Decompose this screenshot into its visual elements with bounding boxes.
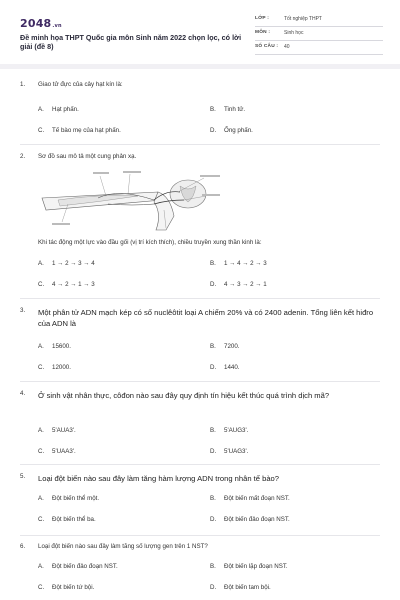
reflex-arc-diagram <box>38 170 223 232</box>
option-c[interactable] <box>38 448 76 455</box>
option-c[interactable] <box>38 364 71 371</box>
option-letter: D. <box>210 364 217 371</box>
option-a[interactable] <box>38 106 79 113</box>
option-d[interactable] <box>210 281 267 288</box>
option-text: Đột biến thể ba. <box>52 516 96 523</box>
option-text: 15600. <box>52 343 71 350</box>
question-divider <box>20 535 380 536</box>
meta-value: Sinh học <box>284 30 304 36</box>
question-text: Một phân tử ADN mạch kép có số nuclêôtit loại A chiếm 20% và có 2400 adenin. Tổng liên kết hiđro của ADN là <box>38 308 374 328</box>
option-text: Hạt phấn. <box>52 106 79 113</box>
option-text: Tinh tử. <box>224 106 246 113</box>
option-letter: A. <box>38 427 44 434</box>
option-letter: D. <box>210 448 217 455</box>
question-text: Loại đột biến nào sau đây làm tăng hàm lượng ADN trong nhân tế bào? <box>38 474 279 483</box>
question-number: 5. <box>20 473 26 480</box>
option-b[interactable] <box>210 260 267 267</box>
option-b[interactable] <box>210 106 245 113</box>
meta-value: 40 <box>284 44 290 50</box>
option-b[interactable] <box>210 427 248 434</box>
option-a[interactable] <box>38 343 71 350</box>
option-b[interactable] <box>210 563 288 570</box>
option-letter: B. <box>210 260 216 267</box>
question-number: 6. <box>20 543 26 550</box>
question-text: Loại đột biến nào sau đây làm tăng số lượng gen trên 1 NST? <box>38 543 208 550</box>
question-divider <box>20 298 380 299</box>
option-text: 1440. <box>224 364 240 371</box>
option-text: Tế bào mẹ của hạt phấn. <box>52 127 121 134</box>
question-2 <box>20 153 390 165</box>
option-text: 5'UAA3'. <box>52 448 76 455</box>
question-divider <box>20 464 380 465</box>
option-text: Đột biến tứ bội. <box>52 584 95 591</box>
caption-mark <box>200 175 220 177</box>
option-text: 7200. <box>224 343 240 350</box>
option-d[interactable] <box>210 127 253 134</box>
option-text: 5'AUG3'. <box>224 427 249 434</box>
option-d[interactable] <box>210 516 290 523</box>
option-text: Đột biến đảo đoạn NST. <box>52 563 118 570</box>
option-letter: A. <box>38 260 44 267</box>
question-4 <box>20 390 390 462</box>
option-letter: B. <box>210 563 216 570</box>
option-text: Đột biến đảo đoạn NST. <box>224 516 290 523</box>
option-text: 5'UAG3'. <box>224 448 249 455</box>
question-stem: Khi tác động một lực vào đầu gối (vị trí kích thích), chiều truyền xung thần kinh là: <box>38 239 262 246</box>
meta-label: SỐ CÂU : <box>255 44 279 49</box>
option-letter: C. <box>38 281 45 288</box>
option-text: 4 → 3 → 2 → 1 <box>224 281 267 288</box>
question-5 <box>20 473 390 533</box>
option-c[interactable] <box>38 127 121 134</box>
option-letter: A. <box>38 343 44 350</box>
option-letter: A. <box>38 495 44 502</box>
option-text: Đột biến lặp đoạn NST. <box>224 563 288 570</box>
option-text: 12000. <box>52 364 71 371</box>
annotation-line <box>100 176 106 196</box>
option-letter: C. <box>38 127 45 134</box>
option-letter: C. <box>38 516 45 523</box>
option-letter: C. <box>38 448 45 455</box>
question-3 <box>20 307 390 379</box>
option-text: 1 → 4 → 2 → 3 <box>224 260 267 267</box>
meta-label: LỚP : <box>255 16 270 21</box>
option-text: 1 → 2 → 3 → 4 <box>52 260 95 267</box>
question-divider <box>20 144 380 145</box>
question-number: 2. <box>20 153 26 160</box>
header <box>0 0 400 62</box>
option-d[interactable] <box>210 448 248 455</box>
annotation-line <box>128 174 130 194</box>
caption-mark <box>123 171 141 173</box>
option-a[interactable] <box>38 427 76 434</box>
question-number: 4. <box>20 390 26 397</box>
caption-mark <box>52 223 70 225</box>
question-text: Giao tử đực của cây hạt kín là: <box>38 81 123 88</box>
meta-label: MÔN : <box>255 30 271 35</box>
option-letter: B. <box>210 343 216 350</box>
option-letter: D. <box>210 127 217 134</box>
meta-value: Tốt nghiệp THPT <box>284 16 322 22</box>
option-a[interactable] <box>38 260 95 267</box>
meta-row-subject <box>255 27 383 41</box>
question-divider <box>20 381 380 382</box>
option-a[interactable] <box>38 563 118 570</box>
meta-row-count <box>255 41 383 55</box>
site-logo[interactable] <box>20 17 62 30</box>
option-letter: D. <box>210 281 217 288</box>
header-divider <box>0 64 400 69</box>
option-b[interactable] <box>210 495 290 502</box>
caption-mark <box>93 172 109 174</box>
option-text: 4 → 2 → 1 → 3 <box>52 281 95 288</box>
option-c[interactable] <box>38 584 94 591</box>
option-letter: B. <box>210 427 216 434</box>
caption-mark <box>202 194 220 196</box>
question-number: 3. <box>20 307 26 314</box>
option-text: Đột biến thể một. <box>52 495 100 502</box>
option-c[interactable] <box>38 516 96 523</box>
option-letter: D. <box>210 516 217 523</box>
logo-suffix: .vn <box>52 23 62 29</box>
logo-text: 2048 <box>20 17 52 30</box>
option-letter: B. <box>210 495 216 502</box>
option-letter: A. <box>38 563 44 570</box>
meta-panel <box>255 13 383 55</box>
option-d[interactable] <box>210 364 239 371</box>
option-a[interactable] <box>38 495 99 502</box>
question-text: Sơ đồ sau mô tả một cung phản xạ. <box>38 153 137 160</box>
option-letter: D. <box>210 584 217 591</box>
question-number: 1. <box>20 81 26 88</box>
option-letter: A. <box>38 106 44 113</box>
meta-row-class <box>255 13 383 27</box>
option-text: Đột biến tam bội. <box>224 584 271 591</box>
option-text: Ống phấn. <box>224 127 253 134</box>
option-letter: C. <box>38 364 45 371</box>
page-title: Đề minh họa THPT Quốc gia môn Sinh năm 2022 chọn lọc, có lời giải (đề 8) <box>20 33 242 52</box>
option-letter: C. <box>38 584 45 591</box>
option-c[interactable] <box>38 281 95 288</box>
option-d[interactable] <box>210 584 271 591</box>
option-b[interactable] <box>210 343 239 350</box>
option-letter: B. <box>210 106 216 113</box>
question-2-options <box>20 260 390 300</box>
question-text: Ở sinh vật nhân thực, côđon nào sau đây quy định tín hiệu kết thúc quá trình dịch mã? <box>38 391 330 400</box>
option-text: Đột biến mất đoạn NST. <box>224 495 290 502</box>
option-text: 5'AUA3'. <box>52 427 76 434</box>
question-1 <box>20 81 390 141</box>
question-6 <box>20 543 390 600</box>
